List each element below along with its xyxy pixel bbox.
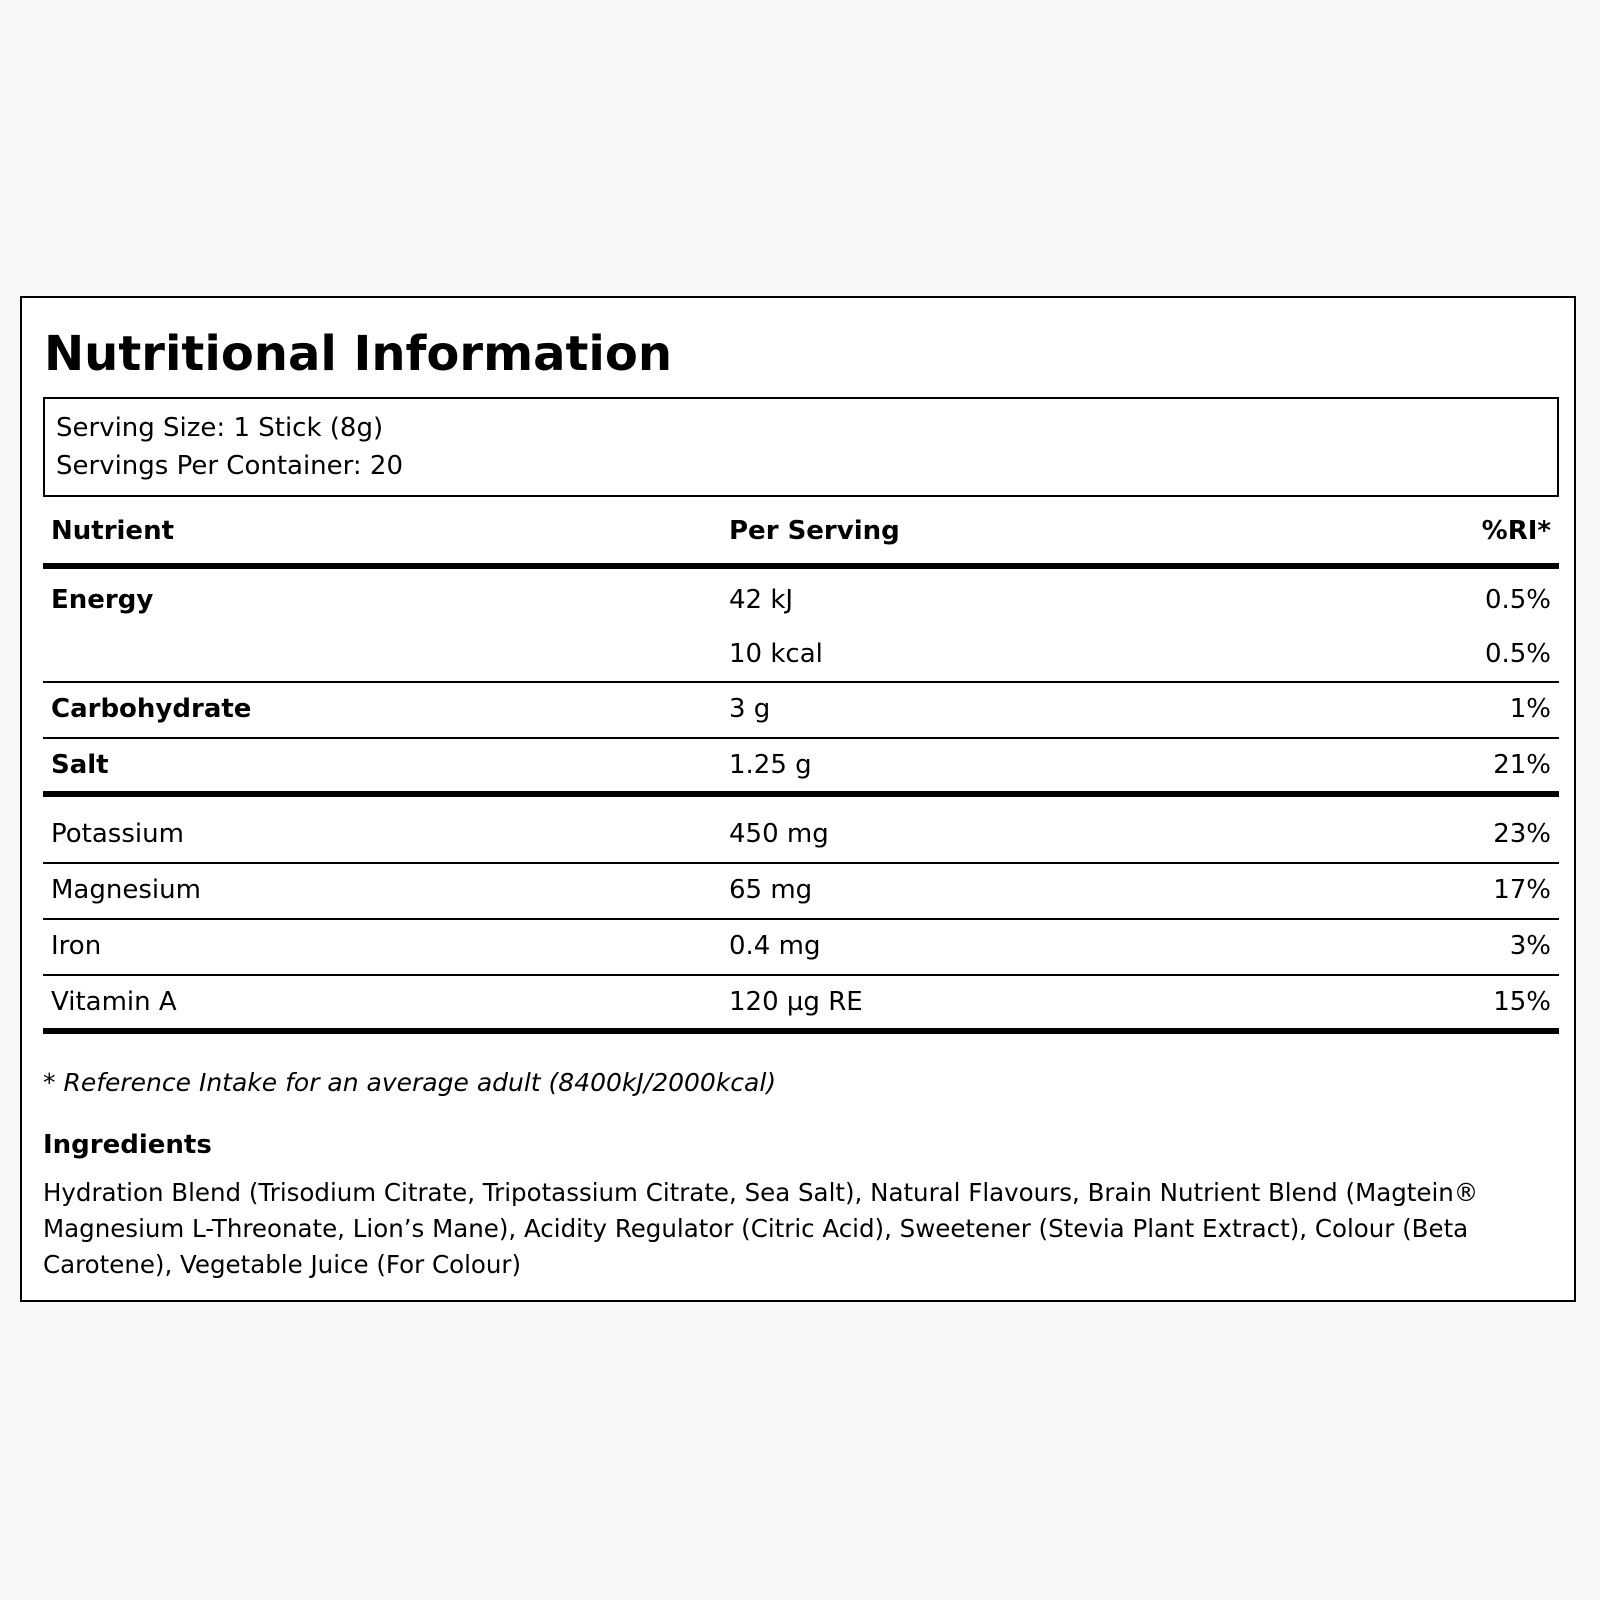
row-divider <box>43 737 1559 739</box>
table-row-energy-kcal <box>43 639 1559 679</box>
ingredients-title: Ingredients <box>43 1130 212 1160</box>
section-rule <box>43 791 1559 797</box>
table-row-vitamin-a <box>43 987 1559 1027</box>
table-row-energy-kj <box>43 585 1559 625</box>
potassium-ri: 23% <box>1493 819 1551 849</box>
salt-ri: 21% <box>1493 750 1551 780</box>
potassium-value: 450 mg <box>729 819 829 849</box>
row-divider <box>43 681 1559 683</box>
potassium-label: Potassium <box>51 819 184 849</box>
carbohydrate-ri: 1% <box>1509 694 1551 724</box>
header-nutrient: Nutrient <box>51 516 175 546</box>
label-title: Nutritional Information <box>44 326 673 382</box>
iron-value: 0.4 mg <box>729 931 821 961</box>
table-row-iron <box>43 931 1559 971</box>
carbohydrate-value: 3 g <box>729 694 771 724</box>
vitamin-a-label: Vitamin A <box>51 987 177 1017</box>
header-rule <box>43 563 1559 569</box>
table-bottom-rule <box>43 1028 1559 1034</box>
magnesium-ri: 17% <box>1493 875 1551 905</box>
salt-value: 1.25 g <box>729 750 812 780</box>
table-row-magnesium <box>43 875 1559 915</box>
servings-per-container: Servings Per Container: 20 <box>56 451 404 481</box>
nutrition-label <box>20 296 1576 1302</box>
energy-kj-ri: 0.5% <box>1484 585 1551 615</box>
vitamin-a-value: 120 µg RE <box>729 987 863 1017</box>
table-row-carbohydrate <box>43 694 1559 734</box>
ingredients-text: Hydration Blend (Trisodium Citrate, Tripotassium Citrate, Sea Salt), Natural Flavours, Brain Nutrient Blend (Magtein® Magnesium L-Threonate, Lion’s Mane), Acidity Regulator (Citric Acid), Sweetener (Stevia Plant Extract), Colour (Beta Carotene), Vegetable Juice (For Colour) <box>43 1178 1479 1279</box>
magnesium-value: 65 mg <box>729 875 813 905</box>
row-divider <box>43 862 1559 864</box>
iron-label: Iron <box>51 931 102 961</box>
energy-label: Energy <box>51 585 154 615</box>
iron-ri: 3% <box>1509 931 1551 961</box>
serving-size: Serving Size: 1 Stick (8g) <box>56 413 384 443</box>
row-divider <box>43 974 1559 976</box>
magnesium-label: Magnesium <box>51 875 201 905</box>
energy-kcal-value: 10 kcal <box>729 639 823 669</box>
row-divider <box>43 918 1559 920</box>
salt-label: Salt <box>51 750 109 780</box>
table-row-potassium <box>43 819 1559 859</box>
carbohydrate-label: Carbohydrate <box>51 694 252 724</box>
table-row-salt <box>43 750 1559 790</box>
header-per-serving: Per Serving <box>729 516 900 546</box>
header-ri: %RI* <box>1481 516 1551 546</box>
energy-kcal-ri: 0.5% <box>1484 639 1551 669</box>
serving-info-box <box>43 397 1559 497</box>
vitamin-a-ri: 15% <box>1493 987 1551 1017</box>
table-header-row <box>43 516 1559 556</box>
energy-kj-value: 42 kJ <box>729 585 794 615</box>
ri-footnote: * Reference Intake for an average adult (8400kJ/2000kcal) <box>43 1068 777 1097</box>
